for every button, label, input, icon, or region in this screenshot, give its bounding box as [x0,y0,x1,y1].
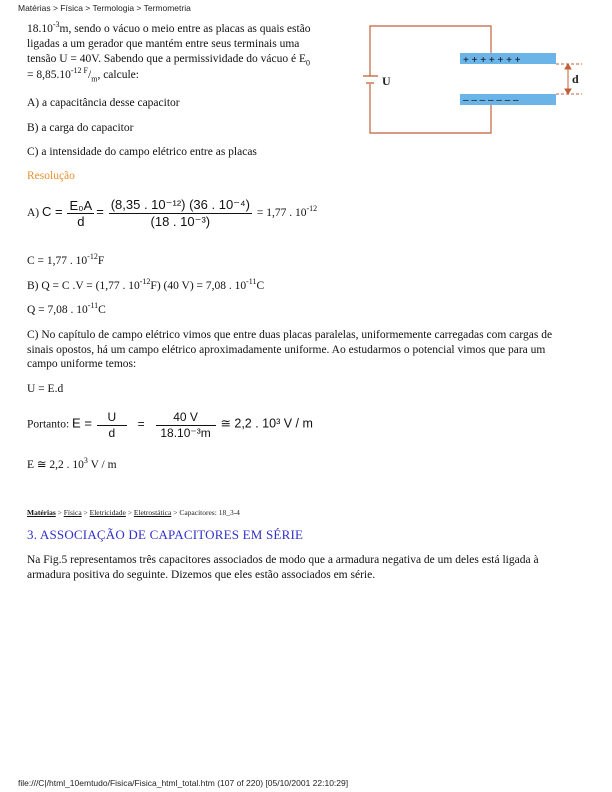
problem-line-2: ligadas a um gerador que mantém entre seus terminais uma [27,38,300,50]
equation-a-label: A) [27,207,40,220]
problem-line-1: $18.10^{-3}m$, sendo o vácuo o meio entre as placas as quais estão [27,20,311,35]
source-label: U [382,74,391,88]
equation-a: A) C = $\frac{\text{E₀A}}{d}$ = $\frac{\text{(8,35 . 10⁻¹²) (36 . 10⁻⁴)}}{\text{(18 . 10⁻³)}}$ = 1,77 . $10^{-12}$ [27,197,318,229]
section-paragraph: Na Fig.5 representamos três capacitores associados de modo que a armadura negativa de um deles está ligada à armadura positiva do seguinte. Dizemos que eles estão associados em série. [27,554,539,581]
field-equation [27,410,313,440]
problem-line-3: tensão U = 40V. Sabendo que a permissividade do vácuo é $E_0$ [27,53,311,68]
breadcrumb-fisica[interactable]: Física [63,508,82,517]
field-explanation-paragraph: C) No capítulo de campo elétrico vimos que entre duas placas paralelas, uniformemente carregadas com cargas de sinais opostos, há um campo elétrico aproximadamente uniforme. Ao estudarmos o potencial vimos que para um campo uniforme temos: [27,329,553,370]
question-c: C) a intensidade do campo elétrico entre as placas [27,146,257,158]
question-a: A) a capacitância desse capacitor [27,97,180,109]
distance-label: d [572,72,579,86]
negative-charges: – – – – – – – [463,95,519,106]
field-lhs: E = [72,415,92,431]
page-footer: file:///C|/html_10emtudo/Fisica/Fisica_html_total.htm (107 of 220) [05/10/2001 22:10:29] [18,778,349,788]
breadcrumb-materias[interactable]: Matérias [27,508,56,517]
equals-sign: = [137,416,145,431]
capacitor-circuit-figure [360,20,600,140]
page-header-breadcrumb: Matérias > Física > Termologia > Termometria [18,3,191,13]
problem-line-4: = $8,85.10^{-12}$ $^F/_m$, calcule: [27,66,139,84]
breadcrumb-eletrostatica[interactable]: Eletrostática [133,508,172,517]
charge-equation: B) Q = C .V = (1,77 . $10^{-12}F$) (40 V) = 7,08 . $10^{-11}C$ [27,277,265,292]
section-heading: 3. ASSOCIAÇÃO DE CAPACITORES EM SÉRIE [27,527,304,542]
breadcrumb-eletricidade[interactable]: Eletricidade [89,508,126,517]
field-result: ≅ 2,2 . 10³ V / m [220,416,313,431]
charge-value: Q = 7,08 . $10^{-11}C$ [27,301,106,316]
section-breadcrumb: Matérias > Física > Eletricidade > Eletrostática > Capacitores: 18_3-4 [27,508,240,517]
equation-a-lhs: C = [42,204,63,220]
positive-charges: + + + + + + + [463,55,521,66]
question-b: B) a carga do capacitor [27,122,134,134]
capacitance-value: C = 1,77 . $10^{-12}F$ [27,252,105,267]
equation-a-fraction-1: $\frac{\text{E₀A}}{d}$ [69,198,93,229]
breadcrumb-current: Capacitores: 18_3-4 [179,508,240,517]
field-final-value: E ≅ 2,2 . $10^3$ V / m [27,456,117,471]
battery-icon [363,76,378,83]
field-fraction-1: $\frac{U}{d}$ [97,410,127,440]
resolution-heading: Resolução [27,170,75,182]
portanto-label: Portanto: [27,418,70,431]
field-fraction-2: $\frac{40 V}{\text{18.10⁻³m}}$ [156,410,216,440]
equation-a-fraction-2: $\frac{\text{(8,35 . 10⁻¹²) (36 . 10⁻⁴)}}{\text{(18 . 10⁻³)}}$ [110,197,250,229]
equation-a-result: = 1,77 . $10^{-12}$ [256,204,318,220]
potential-formula: U = E.d [27,383,64,395]
